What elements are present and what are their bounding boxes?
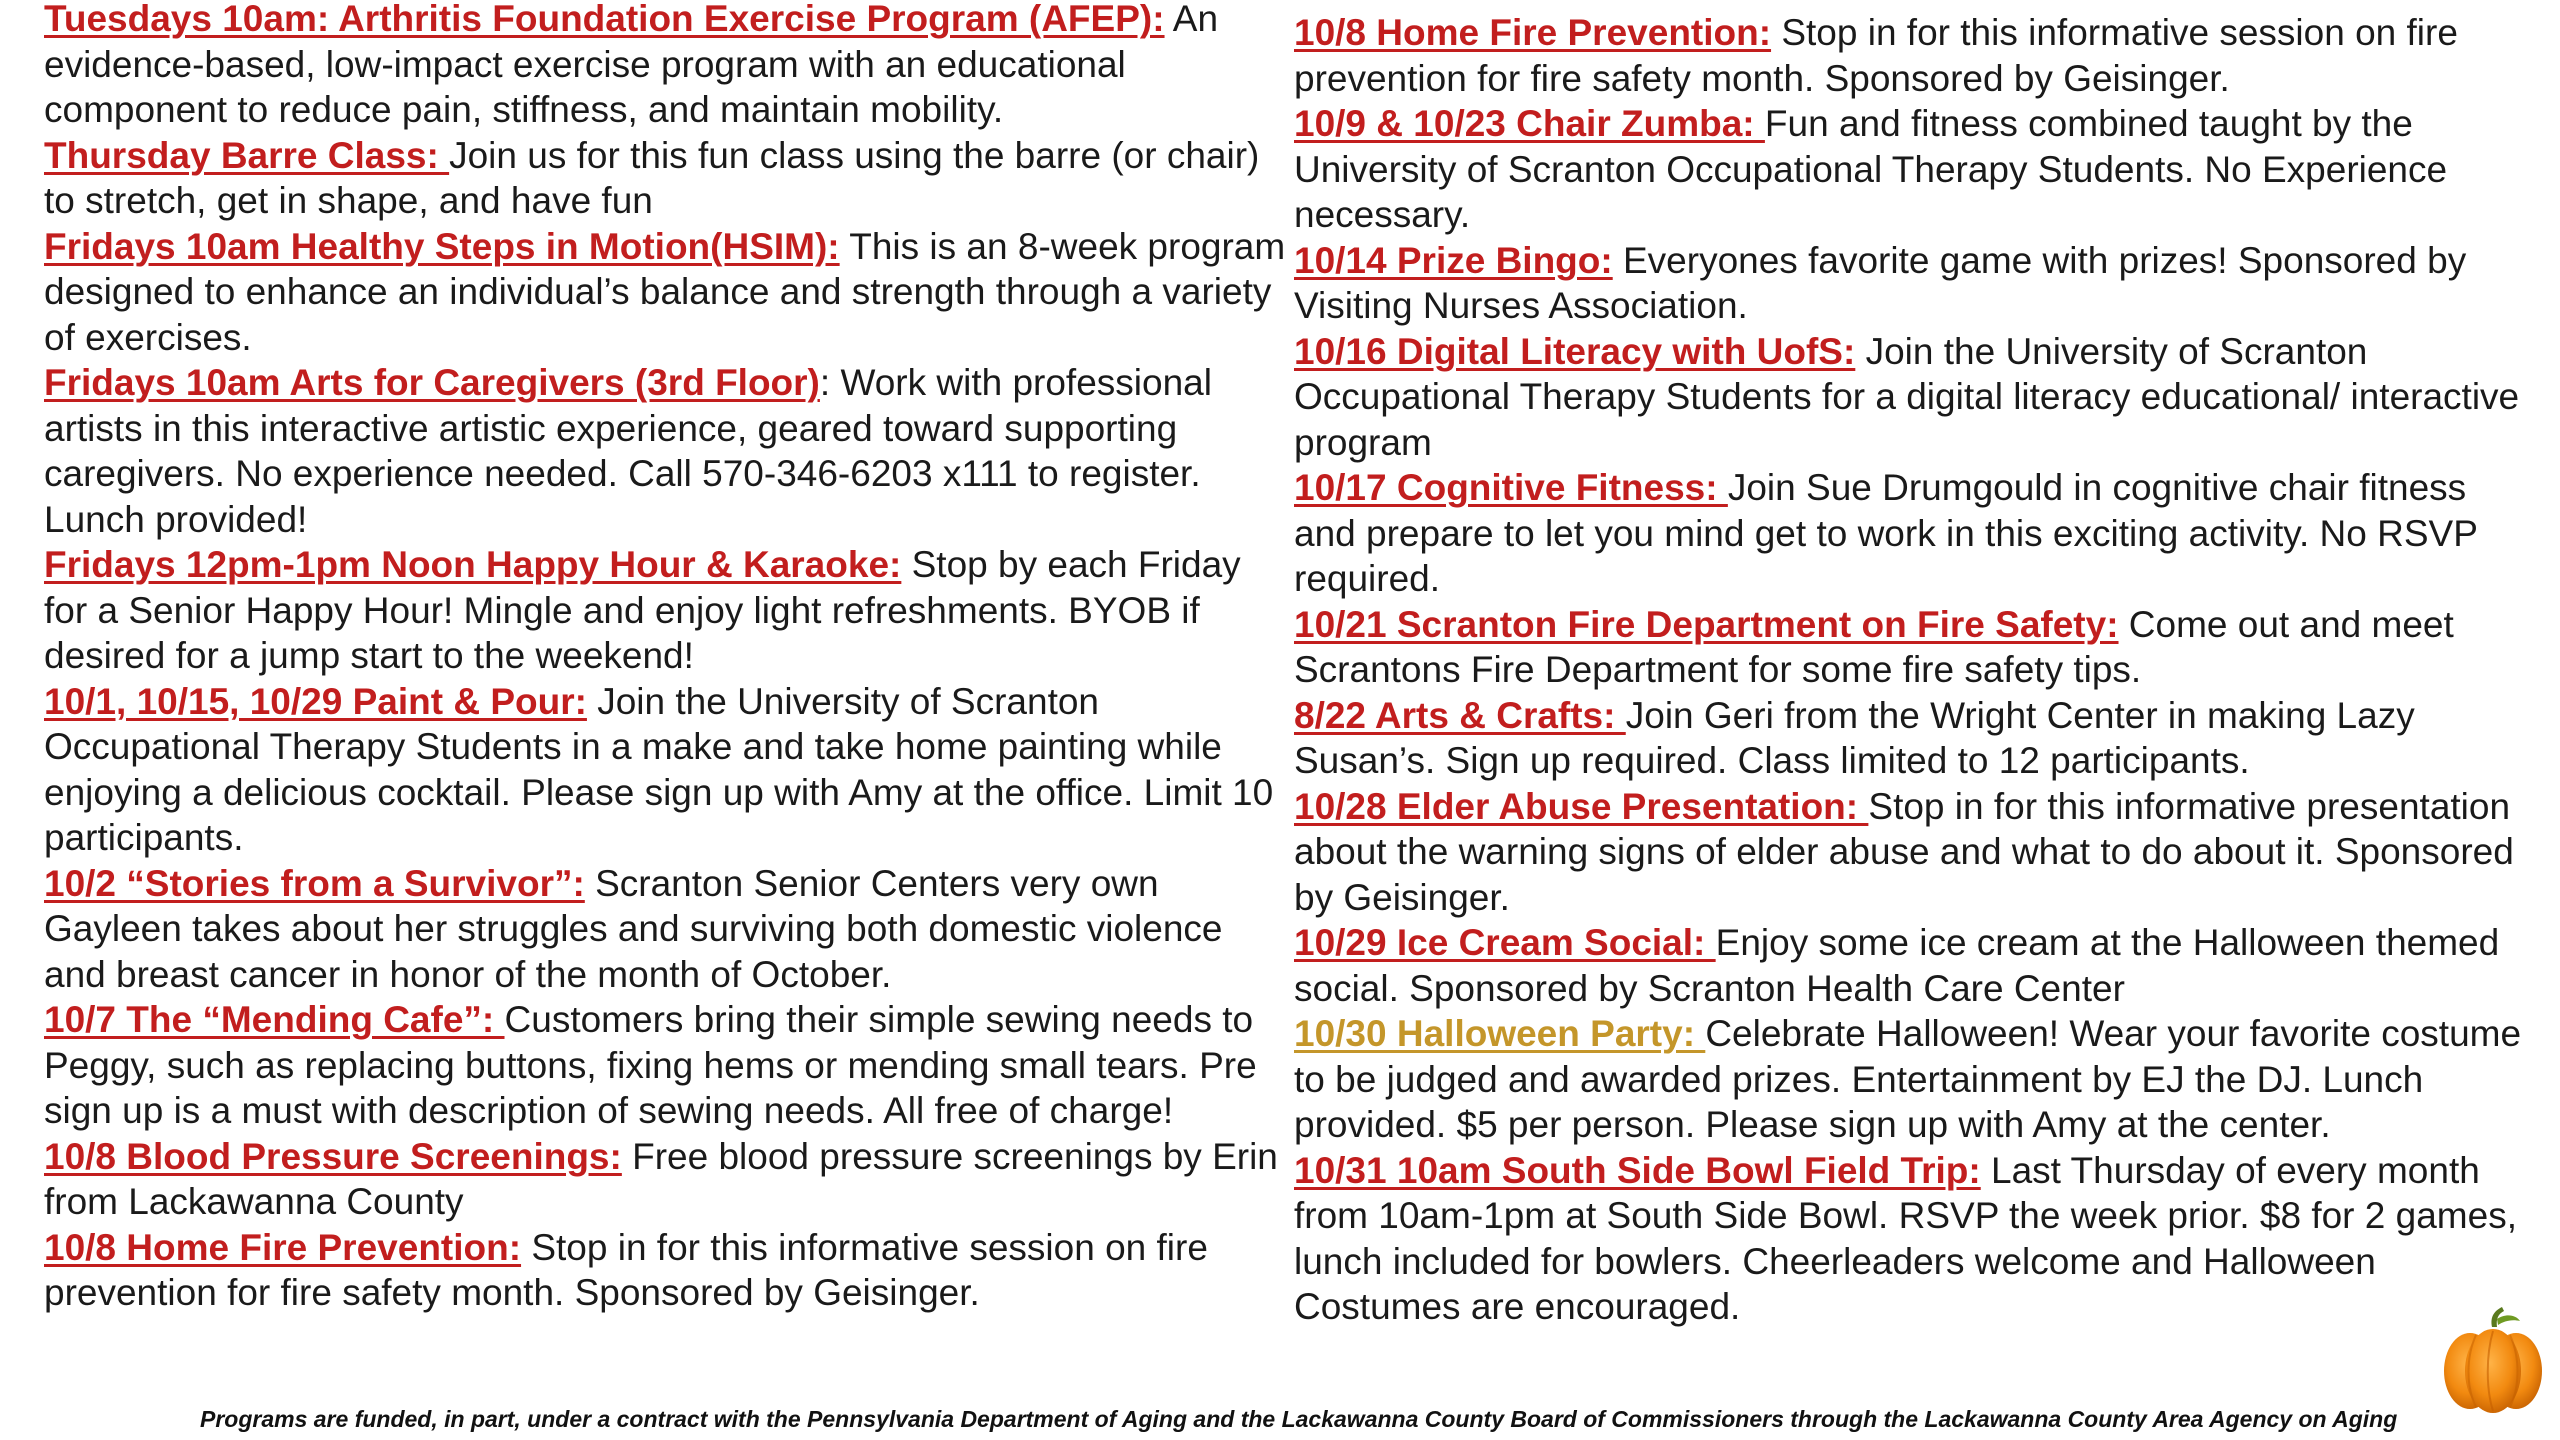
left-column [44, 0, 1294, 1316]
program-title: 10/17 Cognitive Fitness: [1294, 467, 1728, 508]
program-title: 10/8 Home Fire Prevention: [44, 1226, 522, 1268]
program-entry [1294, 602, 2530, 693]
program-entry [44, 0, 1294, 133]
program-entry [1294, 10, 2530, 101]
program-entry [44, 133, 1294, 224]
program-title: 10/2 “Stories from a Survivor”: [44, 862, 585, 904]
program-entry [44, 360, 1294, 542]
program-entry [1294, 1148, 2530, 1330]
program-title: Fridays 12pm-1pm Noon Happy Hour & Karaoke: [44, 544, 902, 585]
program-description: Join Geri from the Wright Center in making Lazy Susan’s. Sign up required. Class limited to 12 participants. [1294, 694, 2415, 781]
program-title: 10/7 The “Mending Cafe”: [44, 999, 505, 1040]
program-title: 10/8 Blood Pressure Screenings: [44, 1135, 622, 1177]
program-description: An evidence-based, low-impact exercise program with an educational component to reduce pain, stiffness, and maintain mobility. [44, 0, 1219, 130]
program-description: Stop in for this informative presentation about the warning signs of elder abuse and what to do about it. Sponsored by Geisinger. [1294, 785, 2514, 918]
program-description: Customers bring their simple sewing needs to Peggy, such as replacing buttons, fixing hems or mending small tears. Pre sign up is a must with description of sewing needs. All free of charge! [44, 999, 1257, 1131]
program-title: Fridays 10am Healthy Steps in Motion(HSIM): [44, 225, 840, 267]
program-description: Enjoy some ice cream at the Halloween themed social. Sponsored by Scranton Health Care Center [1294, 922, 2500, 1009]
program-entry [1294, 1011, 2530, 1148]
program-title: 10/31 10am South Side Bowl Field Trip: [1294, 1149, 1981, 1191]
program-title: 10/8 Home Fire Prevention: [1294, 12, 1772, 53]
program-entry [44, 1225, 1294, 1316]
program-title: 10/14 Prize Bingo: [1294, 239, 1613, 281]
program-description: Scranton Senior Centers very own Gayleen takes about her struggles and surviving both domestic violence and breast cancer in honor of the month of October. [44, 862, 1223, 995]
pumpkin-icon [2440, 1305, 2546, 1415]
program-title: 10/16 Digital Literacy with UofS: [1294, 330, 1856, 372]
program-description: Celebrate Halloween! Wear your favorite costume to be judged and awarded prizes. Entertainment by EJ the DJ. Lunch provided. $5 per person. Please sign up with Amy at the center. [1294, 1013, 2522, 1145]
program-title: 10/21 Scranton Fire Department on Fire Safety: [1294, 603, 2119, 645]
program-entry [1294, 465, 2530, 602]
program-entry [44, 679, 1294, 861]
program-description: Join the University of Scranton Occupational Therapy Students for a digital literacy educational/ interactive program [1294, 330, 2520, 463]
program-description: This is an 8-week program designed to enhance an individual’s balance and strength through a variety of exercises. [44, 225, 1286, 358]
program-entry [44, 861, 1294, 998]
program-description: Stop by each Friday for a Senior Happy Hour! Mingle and enjoy light refreshments. BYOB if desired for a jump start to the weekend! [44, 544, 1241, 676]
program-title: 10/29 Ice Cream Social: [1294, 922, 1716, 963]
program-description: : Work with professional artists in this interactive artistic experience, geared toward supporting caregivers. No experience needed. Call 570-346-6203 x111 to register. Lunch provided! [44, 362, 1212, 540]
program-description: Stop in for this informative session on fire prevention for fire safety month. Sponsored by Geisinger. [1294, 12, 2458, 99]
program-title: 10/9 & 10/23 Chair Zumba: [1294, 103, 1765, 144]
program-entry [44, 1134, 1294, 1225]
program-entry [44, 224, 1294, 361]
program-description: Join the University of Scranton Occupational Therapy Students in a make and take home painting while enjoying a delicious cocktail. Please sign up with Amy at the office. Limit 10 participants. [44, 680, 1274, 858]
program-description: Fun and fitness combined taught by the University of Scranton Occupational Therapy Students. No Experience necessary. [1294, 103, 2448, 235]
program-entry [1294, 920, 2530, 1011]
program-description: Free blood pressure screenings by Erin from Lackawanna County [44, 1135, 1278, 1222]
program-title: 10/28 Elder Abuse Presentation: [1294, 785, 1869, 827]
program-entry [1294, 101, 2530, 238]
program-entry [1294, 784, 2530, 921]
program-entry [1294, 693, 2530, 784]
program-description: Join us for this fun class using the barre (or chair) to stretch, get in shape, and have fun [44, 134, 1260, 221]
program-title: Fridays 10am Arts for Caregivers (3rd Floor) [44, 362, 820, 403]
program-description: Everyones favorite game with prizes! Sponsored by Visiting Nurses Association. [1294, 239, 2467, 326]
program-entry [44, 542, 1294, 679]
program-entry [1294, 238, 2530, 329]
right-column [1294, 10, 2530, 1330]
program-description: Stop in for this informative session on fire prevention for fire safety month. Sponsored by Geisinger. [44, 1226, 1208, 1313]
program-entry [1294, 329, 2530, 466]
program-title: 8/22 Arts & Crafts: [1294, 694, 1626, 736]
program-title: 10/1, 10/15, 10/29 Paint & Pour: [44, 680, 587, 722]
program-description: Join Sue Drumgould in cognitive chair fitness and prepare to let you mind get to work in this exciting activity. No RSVP required. [1294, 467, 2478, 599]
funding-footer: Programs are funded, in part, under a contract with the Pennsylvania Department of Aging and the Lackawanna County Board of Commissioners through the Lackawanna County Area Agency on Aging [200, 1406, 2398, 1432]
program-title: Tuesdays 10am: Arthritis Foundation Exercise Program (AFEP): [44, 0, 1165, 39]
program-description: Last Thursday of every month from 10am-1pm at South Side Bowl. RSVP the week prior. $8 for 2 games, lunch included for bowlers. Cheerleaders welcome and Halloween Costumes are encouraged. [1294, 1149, 2517, 1327]
program-title: Thursday Barre Class: [44, 134, 450, 176]
program-description: Come out and meet Scrantons Fire Department for some fire safety tips. [1294, 603, 2454, 690]
program-title: 10/30 Halloween Party: [1294, 1013, 1706, 1054]
program-entry [44, 997, 1294, 1134]
